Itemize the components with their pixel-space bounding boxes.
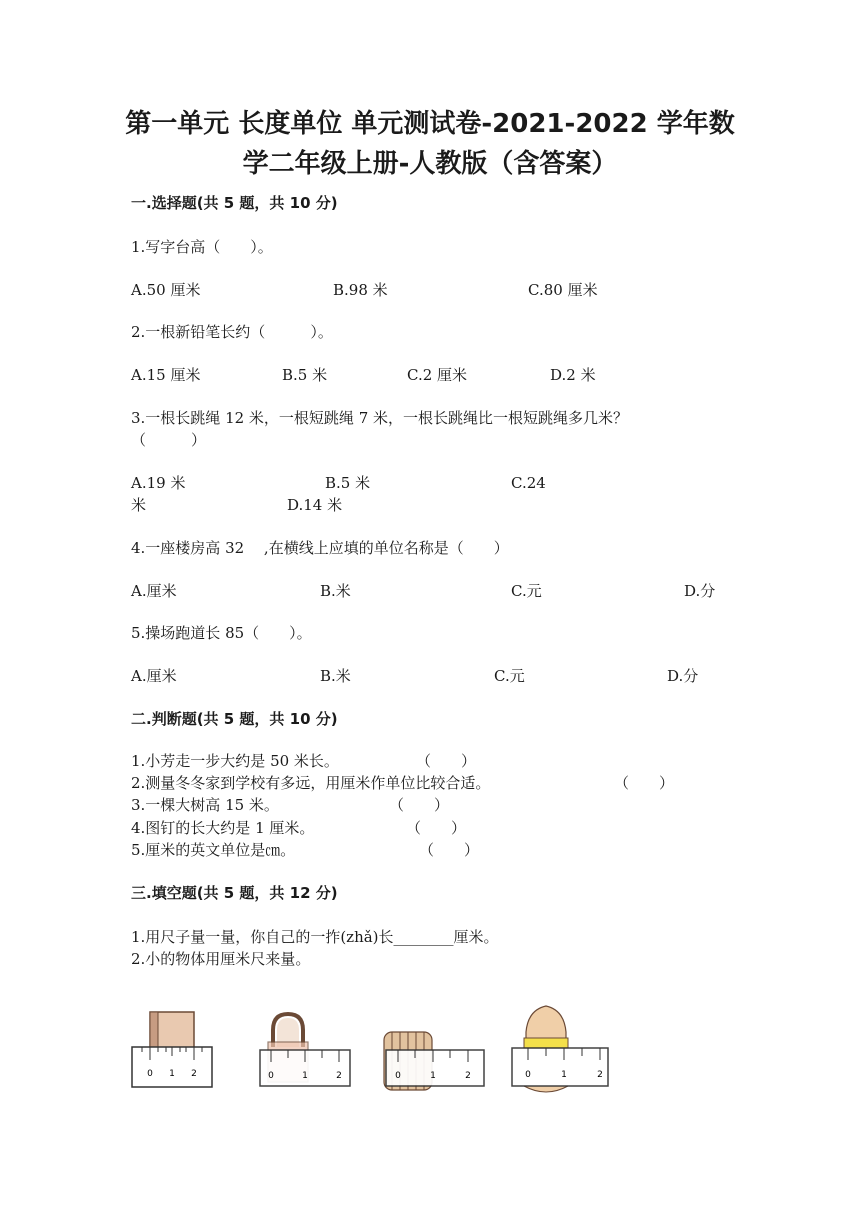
ruler-tick-label: 1 <box>430 1071 436 1081</box>
q5-option-d: D.分 <box>667 667 699 685</box>
q3-option-b: B.5 米 <box>325 474 371 492</box>
q5-option-c: C.元 <box>494 667 525 685</box>
q1-option-c: C.80 厘米 <box>528 281 598 299</box>
q1-stem: 1.写字台高（ ）。 <box>131 238 273 256</box>
ruler-tick-label: 2 <box>336 1071 342 1081</box>
q4-option-a: A.厘米 <box>131 582 177 600</box>
q4-option-c: C.元 <box>511 582 542 600</box>
tf-item-paren: （ ） <box>406 819 467 837</box>
tf-item-text: 2.测量冬冬家到学校有多远，用厘米作单位比较合适。 <box>131 774 491 792</box>
tf-item-text: 3.一棵大树高 15 米。 <box>131 796 279 814</box>
section-2-heading: 二.判断题(共 5 题，共 10 分) <box>131 710 338 728</box>
ruler-tick-label: 2 <box>597 1070 603 1080</box>
ruler-tick-label: 1 <box>561 1070 567 1080</box>
title-line-1: 第一单元 长度单位 单元测试卷-2021-2022 学年数 <box>125 109 735 139</box>
tf-item-paren: （ ） <box>389 796 450 814</box>
ruler <box>512 1048 608 1086</box>
q1-option-b: B.98 米 <box>333 281 388 299</box>
ruler-tick-label: 0 <box>395 1071 401 1081</box>
tf-item-text: 1.小芳走一步大约是 50 米长。 <box>131 752 339 770</box>
ruler-tick-label: 0 <box>268 1071 274 1081</box>
q2-stem: 2.一根新铅笔长约（ ）。 <box>131 323 333 341</box>
section-1-heading: 一.选择题(共 5 题，共 10 分) <box>131 194 338 212</box>
q2-option-a: A.15 厘米 <box>131 366 201 384</box>
ruler <box>386 1050 484 1086</box>
page-title <box>60 104 800 184</box>
q4-option-d: D.分 <box>684 582 716 600</box>
q4-stem: 4.一座楼房高 32 ,在横线上应填的单位名称是（ ） <box>131 539 509 557</box>
q3-stem-paren: （ ） <box>131 431 207 449</box>
q3-option-c-unit: 米 <box>131 496 147 514</box>
tf-item-paren: （ ） <box>614 774 675 792</box>
ruler-tick-label: 1 <box>169 1069 175 1079</box>
q2-option-c: C.2 厘米 <box>407 366 468 384</box>
q5-stem: 5.操场跑道长 85（ ）。 <box>131 624 312 642</box>
tf-item-text: 4.图钉的长大约是 1 厘米。 <box>131 819 315 837</box>
ruler <box>260 1050 350 1086</box>
tf-item-text: 5.厘米的英文单位是㎝。 <box>131 841 296 859</box>
ruler-tick-label: 2 <box>465 1071 471 1081</box>
fill-q1: 1.用尺子量一量，你自己的一拃(zhǎ)长________厘米。 <box>131 928 499 946</box>
ruler-tick-label: 0 <box>525 1070 531 1080</box>
section-3-heading: 三.填空题(共 5 题，共 12 分) <box>131 884 338 902</box>
q5-option-a: A.厘米 <box>131 667 177 685</box>
ruler-tick-label: 2 <box>191 1069 197 1079</box>
q3-option-d: D.14 米 <box>287 496 343 514</box>
q3-option-a: A.19 米 <box>131 474 186 492</box>
q2-option-b: B.5 米 <box>282 366 328 384</box>
title-line-2: 学二年级上册-人教版（含答案） <box>242 149 618 179</box>
q2-option-d: D.2 米 <box>550 366 596 384</box>
block-object <box>150 1012 194 1050</box>
q1-option-a: A.50 厘米 <box>131 281 201 299</box>
ruler <box>132 1047 212 1087</box>
ruler-tick-label: 0 <box>147 1069 153 1079</box>
tf-item-paren: （ ） <box>419 841 480 859</box>
ruler-measurement-illustration <box>128 1002 618 1102</box>
q5-option-b: B.米 <box>320 667 351 685</box>
fill-q2: 2.小的物体用厘米尺来量。 <box>131 950 311 968</box>
q3-stem: 3.一根长跳绳 12 米，一根短跳绳 7 米，一根长跳绳比一根短跳绳多几米？ <box>131 409 629 427</box>
q4-option-b: B.米 <box>320 582 351 600</box>
ruler-tick-label: 1 <box>302 1071 308 1081</box>
q3-option-c: C.24 <box>511 474 546 492</box>
tf-item-paren: （ ） <box>416 752 477 770</box>
